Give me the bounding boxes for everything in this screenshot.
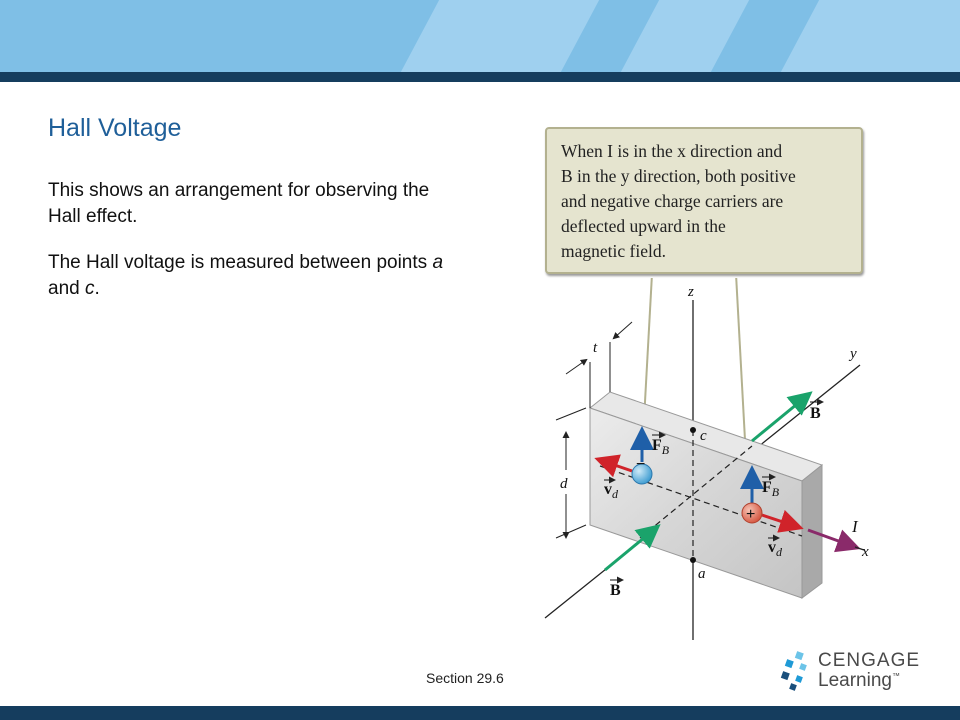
fb-subscript: B xyxy=(661,443,670,457)
vd-subscript: d xyxy=(612,487,618,501)
hall-effect-diagram xyxy=(530,278,890,648)
paragraph-2 xyxy=(48,250,458,302)
d-label: d xyxy=(560,476,568,492)
callout-leader xyxy=(644,278,652,420)
logo-learning-word: Learning xyxy=(818,670,892,691)
b-label-top: B xyxy=(810,405,821,422)
b-field-arrow-top xyxy=(752,395,808,441)
banner-decoration xyxy=(781,0,960,72)
minus-sign: − xyxy=(636,456,646,473)
b-label-bottom: B xyxy=(610,582,621,599)
callout-line: When I is in the x direction and xyxy=(561,141,783,161)
banner-decoration xyxy=(401,0,599,72)
plus-sign: + xyxy=(746,506,756,523)
callout-leader xyxy=(736,278,745,440)
slide-title: Hall Voltage xyxy=(48,114,182,142)
banner-decoration xyxy=(621,0,749,72)
callout-line: and negative charge carriers are xyxy=(561,191,784,211)
section-label: Section 29.6 xyxy=(426,670,504,686)
trademark-symbol: ™ xyxy=(891,671,900,681)
header-banner xyxy=(0,0,960,72)
vd-letter: v xyxy=(768,539,776,556)
fb-letter: F xyxy=(652,437,662,454)
y-axis-label: y xyxy=(850,346,857,362)
point-a xyxy=(690,557,696,563)
d-extension-line xyxy=(556,525,586,538)
point-a-label: a xyxy=(432,252,444,273)
d-extension-line xyxy=(556,408,586,420)
paragraph-2-text: and xyxy=(48,278,85,299)
callout-line: B in the y direction, both positive xyxy=(561,166,796,186)
callout-box xyxy=(545,127,863,274)
header-rule xyxy=(0,72,960,82)
logo-text-learning xyxy=(818,670,900,692)
footer-rule xyxy=(0,706,960,720)
paragraph-1: This shows an arrangement for observing the Hall effect. xyxy=(48,180,430,227)
paragraph-2-text: . xyxy=(94,278,100,299)
t-label: t xyxy=(593,340,598,356)
vd-subscript: d xyxy=(776,545,782,559)
t-dimension-arrow xyxy=(614,322,632,338)
paragraph-2-text: The Hall voltage is measured between points xyxy=(48,252,433,273)
point-c xyxy=(690,427,696,433)
point-c-label: c xyxy=(84,278,95,299)
fb-letter: F xyxy=(762,479,772,496)
callout-line: deflected upward in the xyxy=(561,216,726,236)
z-axis-label: z xyxy=(688,284,694,300)
fb-subscript: B xyxy=(771,485,780,499)
t-dimension-arrow xyxy=(566,360,586,374)
logo-text-cengage: CENGAGE xyxy=(818,650,921,671)
cengage-logo xyxy=(780,650,930,694)
current-label: I xyxy=(852,517,858,536)
label-a: a xyxy=(698,566,706,582)
label-c: c xyxy=(700,428,707,444)
callout-line: magnetic field. xyxy=(561,241,666,261)
cengage-logo-icon xyxy=(780,650,816,694)
vd-letter: v xyxy=(604,481,612,498)
x-axis-label: x xyxy=(862,544,869,560)
